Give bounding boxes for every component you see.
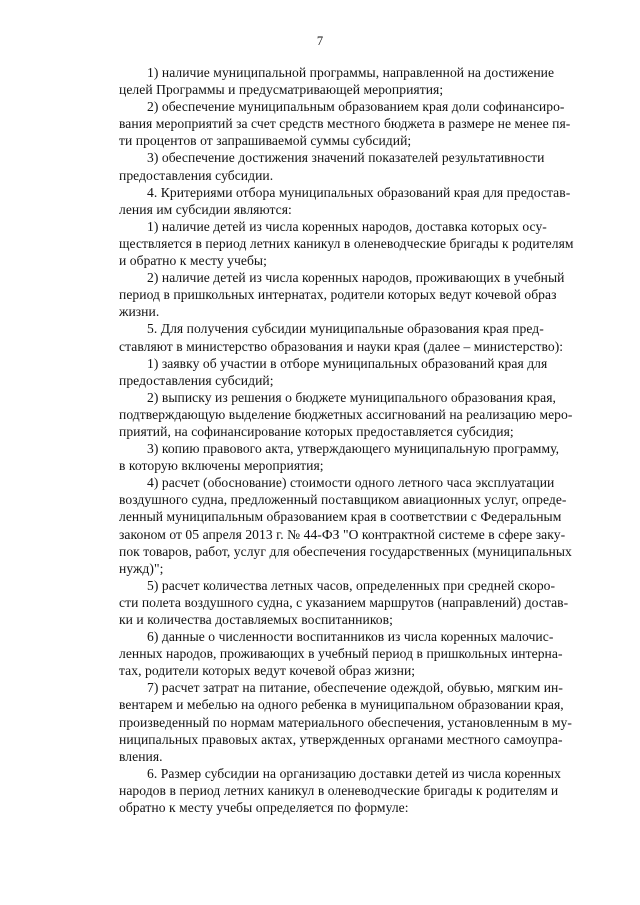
paragraph-document-flight-hour-cost: 4) расчет (обоснование) стоимости одного летного часа эксплуатации воздушного судна, предложенный поставщиком авиационных услуг, опреде- ленный муниципальным образованием края в соответствии с Федеральным законом от 05 апреля 2013 г. № 44-ФЗ "О контрактной системе в сфере заку- пок товаров, работ, услуг для обеспечения государственных (муниципальных нужд)"; bbox=[119, 475, 572, 576]
paragraph-document-budget-extract: 2) выписку из решения о бюджете муниципального образования края, подтверждающую выделение бюджетных ассигнований на реализацию меро- приятий, на софинансирование которых предоставляется субсидия; bbox=[119, 389, 573, 439]
paragraph-subsidy-size: 6. Размер субсидии на организацию доставки детей из числа коренных народов в период летних каникул в оленеводческие бригады к родителям и обратно к месту учебы определяется по формуле: bbox=[119, 765, 561, 816]
paragraph-criterion-boarding: 2) наличие детей из числа коренных народов, проживающих в учебный период в пришкольных интернатах, родители которых ведут кочевой образ жизни. bbox=[119, 270, 565, 320]
paragraph-program-condition: 1) наличие муниципальной программы, направленной на достижение целей Программы и предусматривающей мероприятия; bbox=[119, 65, 555, 98]
document-body bbox=[119, 64, 607, 816]
paragraph-selection-criteria: 4. Критериями отбора муниципальных образований края для предостав- ления им субсидии являются: bbox=[119, 184, 571, 217]
paragraph-document-flight-hours: 5) расчет количества летных часов, определенных при средней скоро- сти полета воздушного судна, с указанием маршрутов (направлений) достав- ки и количества доставляемых воспитанников; bbox=[119, 577, 569, 627]
paragraph-cofinancing-condition: 2) обеспечение муниципальным образованием края доли софинансиро- вания мероприятий за счет средств местного бюджета в размере не менее пя- ти процентов от запрашиваемой суммы субсидий; bbox=[119, 99, 571, 149]
paragraph-document-application: 1) заявку об участии в отборе муниципальных образований края для предоставления субсидий; bbox=[119, 355, 548, 388]
paragraph-documents-intro: 5. Для получения субсидии муниципальные образования края пред- ставляют в министерство образования и науки края (далее – министерство): bbox=[119, 321, 564, 354]
page-number: 7 bbox=[316, 34, 324, 48]
paragraph-criterion-delivery: 1) наличие детей из числа коренных народов, доставка которых осу- ществляется в период летних каникул в оленеводческие бригады к родителям и обратно к месту учебы; bbox=[119, 218, 574, 269]
paragraph-document-pupil-count: 6) данные о численности воспитанников из числа коренных малочис- ленных народов, проживающих в учебный период в пришкольных интерна- тах, родители которых ведут кочевой образ жизни; bbox=[119, 629, 563, 679]
paragraph-indicators-condition: 3) обеспечение достижения значений показателей результативности предоставления субсидии. bbox=[119, 150, 545, 183]
paragraph-document-cost-calculation: 7) расчет затрат на питание, обеспечение одеждой, обувью, мягким ин- вентарем и мебелью на одного ребенка в муниципальном образовании края, произведенный по нормам материального обеспечения, установленным в му- ниципальных правовых актах, утвержденных органами местного самоупра- вления. bbox=[119, 680, 572, 764]
paragraph-document-legal-act: 3) копию правового акта, утверждающего муниципальную программу, в которую включены мероприятия; bbox=[119, 441, 560, 474]
